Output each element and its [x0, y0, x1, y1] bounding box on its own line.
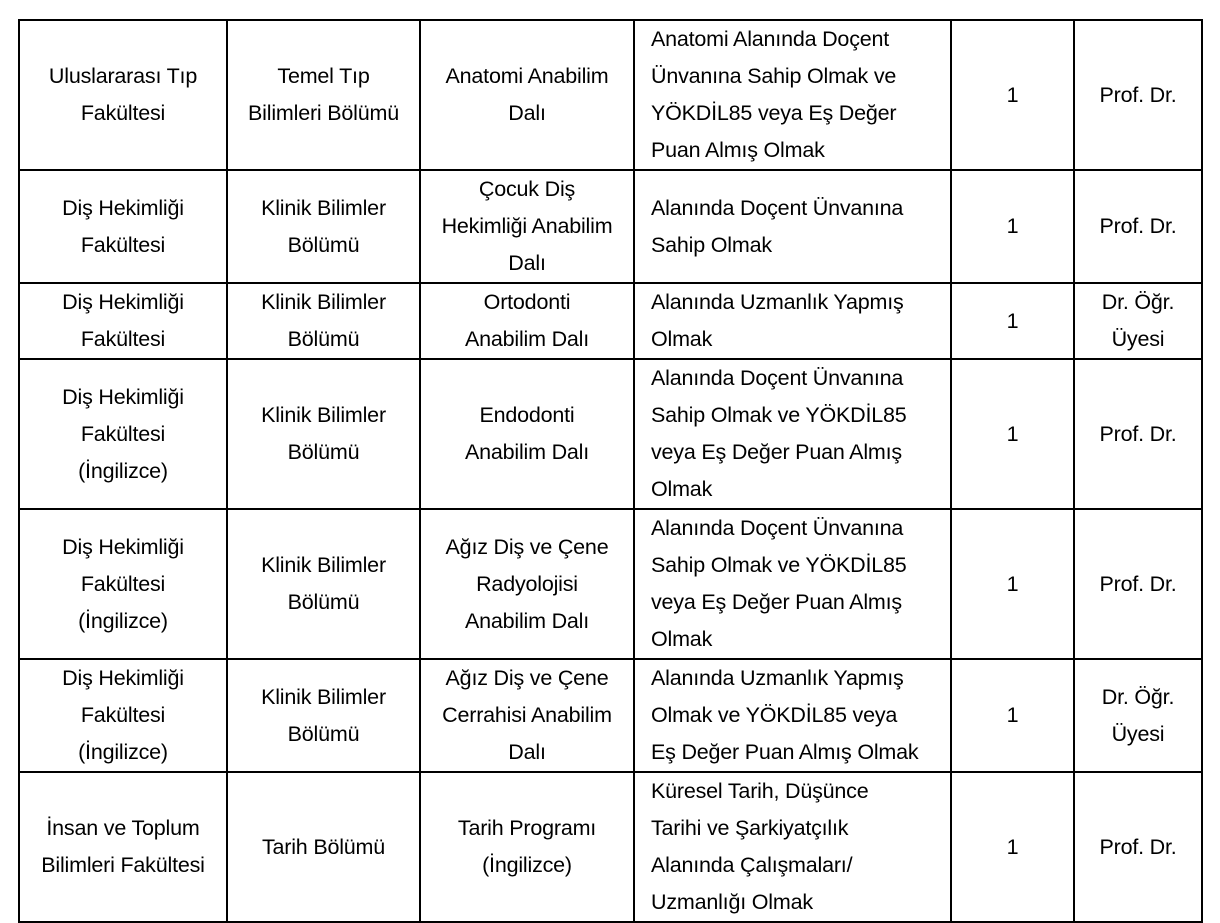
cell-line: Temel Tıp	[277, 64, 370, 88]
cell-line: Ağız Diş ve Çene	[445, 666, 609, 690]
faculty-cell	[19, 659, 227, 772]
faculty-cell	[19, 283, 227, 359]
count-cell	[951, 772, 1074, 922]
cell-line: Olmak ve YÖKDİL85 veya	[651, 703, 898, 727]
cell-line: Küresel Tarih, Düşünce	[651, 779, 869, 803]
cell-line: 1	[1006, 571, 1019, 596]
cell-line: Anatomi Anabilim	[445, 64, 609, 88]
division-cell	[420, 359, 634, 509]
cell-line: Bölümü	[287, 721, 360, 746]
count-cell	[951, 509, 1074, 659]
cell-line: Ağız Diş ve Çene	[445, 534, 609, 559]
division-cell	[420, 659, 634, 772]
cell-line: Bilimleri Fakültesi	[41, 853, 205, 877]
cell-line: Anabilim Dalı	[464, 327, 590, 351]
table-row	[19, 659, 1202, 772]
title-cell	[1074, 170, 1202, 283]
cell-line: Prof. Dr.	[1099, 82, 1177, 107]
cell-line: Prof. Dr.	[1099, 421, 1177, 446]
count-cell	[951, 359, 1074, 509]
cell-line: Sahip Olmak ve YÖKDİL85	[651, 403, 907, 427]
cell-line: Cerrahisi Anabilim	[442, 703, 612, 727]
cell-line: Sahip Olmak ve YÖKDİL85	[651, 553, 907, 577]
faculty-cell	[19, 772, 227, 922]
faculty-cell	[19, 359, 227, 509]
cell-line: 1	[1006, 308, 1019, 333]
division-cell	[420, 170, 634, 283]
table-row	[19, 283, 1202, 359]
table-row	[19, 359, 1202, 509]
cell-line: Tarih Bölümü	[261, 834, 386, 859]
positions-table	[18, 19, 1203, 923]
cell-line: Fakültesi	[80, 232, 166, 257]
cell-line: Ortodonti	[483, 290, 571, 314]
table-row	[19, 772, 1202, 922]
cell-line: Prof. Dr.	[1099, 834, 1177, 859]
cell-line: Alanında Doçent Ünvanına	[651, 366, 904, 390]
department-cell	[227, 509, 420, 659]
cell-line: Fakültesi	[80, 101, 166, 125]
cell-line: Bölümü	[287, 327, 360, 351]
cell-line: Prof. Dr.	[1099, 214, 1177, 238]
table-row	[19, 20, 1202, 170]
cell-line: 1	[1006, 82, 1019, 107]
cell-line: Klinik Bilimler	[261, 553, 386, 577]
cell-line: Olmak	[651, 477, 713, 501]
cell-line: Üyesi	[1111, 327, 1165, 351]
cell-line: Bölümü	[287, 590, 360, 614]
cell-line: Fakültesi	[80, 421, 166, 446]
faculty-cell	[19, 20, 227, 170]
cell-line: Bilimleri Bölümü	[248, 101, 399, 125]
cell-line: (İngilizce)	[78, 608, 168, 633]
count-cell	[951, 20, 1074, 170]
title-cell	[1074, 509, 1202, 659]
cell-line: Anabilim Dalı	[464, 608, 590, 633]
cell-line: Klinik Bilimler	[261, 290, 386, 314]
cell-line: Alanında Uzmanlık Yapmış	[651, 666, 904, 690]
cell-line: Puan Almış Olmak	[651, 138, 825, 162]
cell-line: Fakültesi	[80, 327, 166, 351]
cell-line: Alanında Uzmanlık Yapmış	[651, 290, 904, 314]
cell-line: Anabilim Dalı	[464, 440, 590, 464]
department-cell	[227, 20, 420, 170]
requirement-cell	[634, 659, 951, 772]
cell-line: Dr. Öğr.	[1101, 684, 1175, 709]
cell-line: Bölümü	[287, 232, 360, 257]
cell-line: Dalı	[508, 101, 546, 125]
division-cell	[420, 509, 634, 659]
cell-line: Radyolojisi	[476, 571, 578, 596]
cell-line: Klinik Bilimler	[261, 403, 386, 427]
cell-line: Alanında Çalışmaları/	[651, 853, 853, 877]
division-cell	[420, 772, 634, 922]
table-row	[19, 170, 1202, 283]
cell-line: Üyesi	[1111, 721, 1165, 746]
department-cell	[227, 359, 420, 509]
requirement-cell	[634, 170, 951, 283]
cell-line: Diş Hekimliği	[62, 534, 184, 559]
cell-line: 1	[1006, 703, 1019, 727]
cell-line: Alanında Doçent Ünvanına	[651, 195, 904, 220]
cell-line: Uzmanlığı Olmak	[651, 890, 813, 914]
cell-line: YÖKDİL85 veya Eş Değer	[651, 101, 897, 125]
cell-line: Hekimliği Anabilim	[441, 214, 613, 238]
title-cell	[1074, 20, 1202, 170]
table-row	[19, 509, 1202, 659]
cell-line: Tarih Programı	[457, 816, 597, 840]
count-cell	[951, 283, 1074, 359]
cell-line: İnsan ve Toplum	[46, 816, 200, 840]
cell-line: Klinik Bilimler	[261, 195, 386, 220]
department-cell	[227, 659, 420, 772]
cell-line: Dr. Öğr.	[1101, 290, 1175, 314]
division-cell	[420, 283, 634, 359]
cell-line: 1	[1006, 834, 1019, 859]
cell-line: 1	[1006, 214, 1019, 238]
cell-line: Bölümü	[287, 440, 360, 464]
requirement-cell	[634, 509, 951, 659]
cell-line: Diş Hekimliği	[62, 195, 184, 220]
cell-line: Prof. Dr.	[1099, 571, 1177, 596]
cell-line: Endodonti	[479, 403, 575, 427]
count-cell	[951, 170, 1074, 283]
cell-line: Dalı	[508, 740, 546, 764]
cell-line: Fakültesi	[80, 703, 166, 727]
division-cell	[420, 20, 634, 170]
title-cell	[1074, 659, 1202, 772]
cell-line: Ünvanına Sahip Olmak ve	[651, 64, 897, 88]
title-cell	[1074, 283, 1202, 359]
cell-line: Olmak	[651, 327, 713, 351]
cell-line: veya Eş Değer Puan Almış	[651, 440, 902, 464]
cell-line: Anatomi Alanında Doçent	[651, 27, 890, 51]
cell-line: Sahip Olmak	[651, 232, 772, 257]
cell-line: Klinik Bilimler	[261, 684, 386, 709]
requirement-cell	[634, 359, 951, 509]
requirement-cell	[634, 20, 951, 170]
cell-line: Dalı	[508, 251, 546, 275]
count-cell	[951, 659, 1074, 772]
department-cell	[227, 170, 420, 283]
cell-line: Diş Hekimliği	[62, 384, 184, 409]
cell-line: Diş Hekimliği	[62, 290, 184, 314]
requirement-cell	[634, 283, 951, 359]
positions-table-body	[19, 20, 1202, 922]
cell-line: (İngilizce)	[482, 853, 572, 877]
cell-line: 1	[1006, 421, 1019, 446]
cell-line: Çocuk Diş	[478, 177, 576, 201]
cell-line: veya Eş Değer Puan Almış	[651, 590, 902, 614]
cell-line: Tarihi ve Şarkiyatçılık	[651, 816, 849, 840]
faculty-cell	[19, 509, 227, 659]
cell-line: Uluslararası Tıp	[48, 64, 198, 88]
cell-line: Olmak	[651, 627, 713, 651]
title-cell	[1074, 772, 1202, 922]
department-cell	[227, 772, 420, 922]
cell-line: (İngilizce)	[78, 458, 168, 483]
cell-line: Diş Hekimliği	[62, 666, 184, 690]
requirement-cell	[634, 772, 951, 922]
title-cell	[1074, 359, 1202, 509]
department-cell	[227, 283, 420, 359]
cell-line: (İngilizce)	[78, 740, 168, 764]
faculty-cell	[19, 170, 227, 283]
cell-line: Eş Değer Puan Almış Olmak	[651, 740, 919, 764]
cell-line: Alanında Doçent Ünvanına	[651, 516, 904, 540]
cell-line: Fakültesi	[80, 571, 166, 596]
